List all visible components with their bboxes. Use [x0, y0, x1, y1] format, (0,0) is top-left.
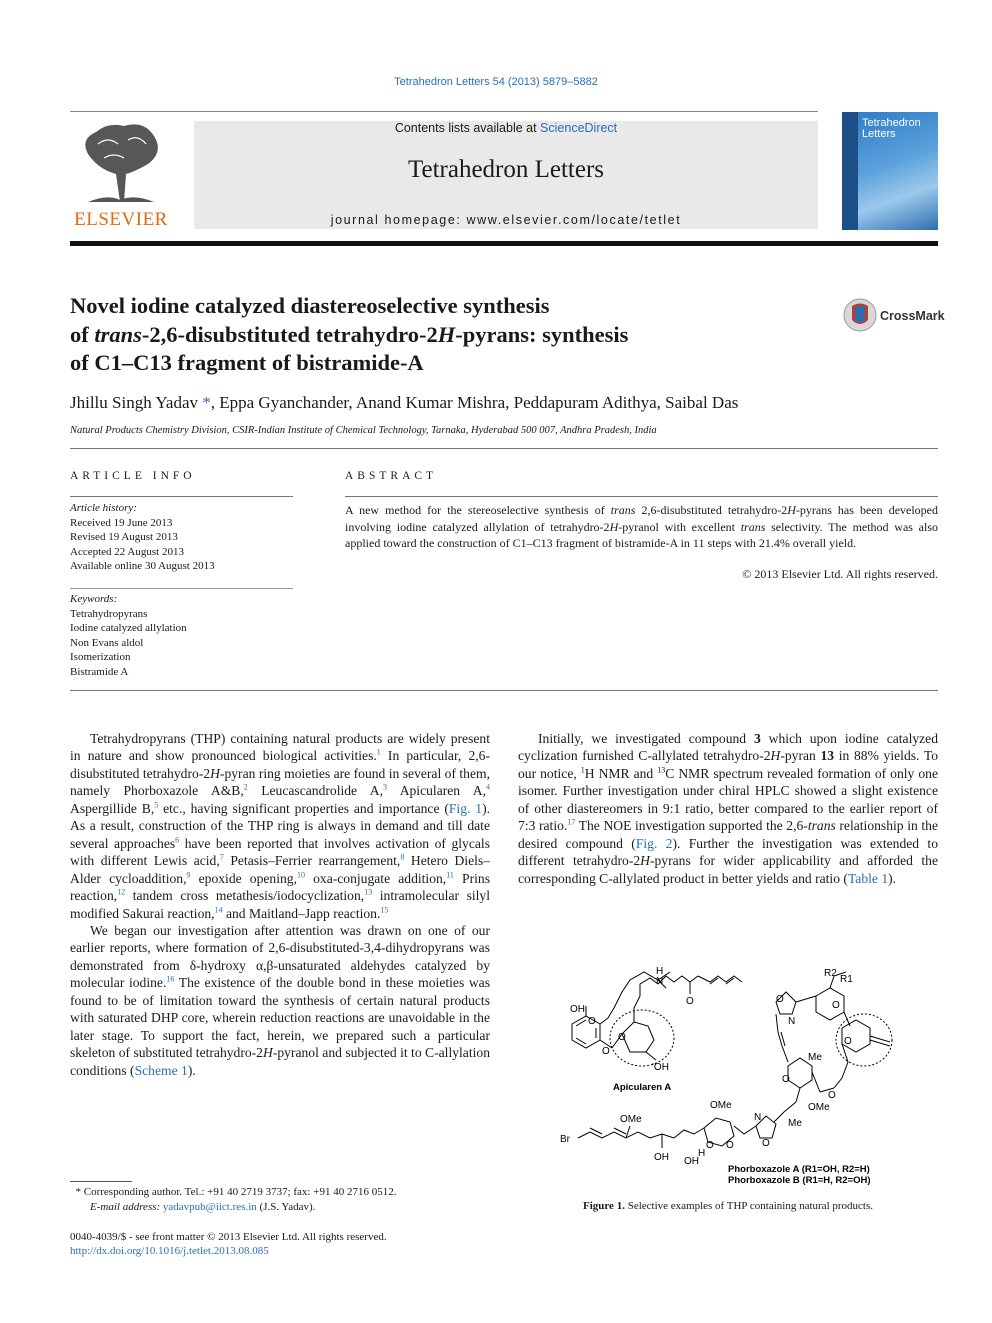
journal-homepage — [194, 213, 818, 227]
atom-label: Br — [560, 1134, 570, 1145]
text-seg: H — [210, 765, 220, 781]
text-seg: Leucascandrolide A, — [247, 783, 383, 799]
keywords-rule — [70, 588, 293, 589]
abstract-seg: -pyrans has been developed involving iodine catalyzed allylation of tetrahydro-2 — [345, 503, 939, 534]
ref-link[interactable]: 4 — [486, 782, 490, 792]
keyword: Tetrahydropyrans — [70, 607, 148, 620]
compound-number: 3 — [754, 731, 761, 746]
footnote-rule — [70, 1181, 132, 1182]
atom-label: O — [762, 1138, 770, 1149]
atom-label: R2 — [824, 968, 837, 979]
ref-link[interactable]: 8 — [400, 852, 405, 862]
ref-link[interactable]: 1 — [376, 747, 381, 757]
abstract-seg: A new method for the stereoselective synthesis of — [345, 503, 611, 517]
ref-link[interactable]: 15 — [380, 905, 389, 914]
atom-label: N — [788, 1016, 796, 1027]
other-authors: , Eppa Gyanchander, Anand Kumar Mishra, Peddapuram Adithya, Saibal Das — [210, 393, 739, 412]
abstract-text — [345, 502, 938, 552]
corresponding-author-footnote — [70, 1185, 490, 1215]
text-seg: -pyran ring moieties are found in several of them, namely Phorboxazole A&B, — [70, 765, 490, 799]
text-seg: H NMR and — [584, 765, 658, 781]
atom-label: OH — [684, 1156, 699, 1167]
keywords-label: Keywords: — [70, 593, 118, 605]
affiliation-rule — [70, 448, 938, 449]
atom-label: Me — [808, 1052, 822, 1063]
header-top-rule — [70, 111, 818, 112]
body-column-right — [518, 730, 938, 887]
ref-link[interactable]: 11 — [446, 870, 454, 880]
issn-line: 0040-4039/$ - see front matter © 2013 Elsevier Ltd. All rights reserved. — [70, 1231, 387, 1243]
figure-link[interactable]: Fig. 1 — [448, 800, 483, 816]
atom-label: O — [832, 1000, 840, 1011]
atom-label: OMe — [710, 1100, 732, 1111]
crossmark-icon[interactable] — [843, 298, 877, 332]
keywords-block — [70, 592, 300, 679]
title-l2-trans: trans — [94, 321, 142, 347]
ref-link[interactable]: 10 — [296, 870, 305, 880]
phorboxazole-a-label: Phorboxazole A (R1=OH, R2=H) — [728, 1164, 870, 1175]
accepted-date: Accepted 22 August 2013 — [70, 545, 184, 558]
email-link[interactable]: yadavpub@iict.res.in — [162, 1201, 257, 1213]
abstract-seg: trans — [740, 519, 766, 534]
paragraph — [518, 730, 938, 887]
text-seg: -pyrans for wider applicability and afforded the corresponding C-allylated product in better yields and ratio ( — [518, 853, 939, 886]
article-info-rule — [70, 496, 293, 497]
keyword: Isomerization — [70, 651, 131, 663]
atom-label: OH — [570, 1004, 585, 1015]
text-seg: Hetero Diels–Alder cycloaddition, — [70, 853, 490, 886]
footnote-star: * — [75, 1186, 81, 1198]
atom-label: N — [656, 976, 664, 987]
text-seg: ). — [888, 870, 897, 886]
text-seg: C NMR spectrum revealed formation of only one isomer. Further investigation under chiral HPLC showed a slight existence of other diastereomers in 9:1 ratio, better compared to the earlier report of 7:3 ratio. — [518, 765, 938, 834]
text-seg: have been reported that involves activation of glycals with different Lewis acid, — [70, 835, 490, 869]
text-seg: intramolecular silyl modified Sakurai reaction, — [70, 888, 490, 921]
paragraph — [70, 730, 490, 922]
atom-label: N — [754, 1112, 762, 1123]
atom-label: 'OH — [652, 1062, 669, 1073]
table-link[interactable]: Table 1 — [847, 870, 889, 886]
text-seg: -pyranol and subjected it to C-allylation conditions ( — [70, 1045, 490, 1078]
ref-link[interactable]: 14 — [214, 905, 223, 914]
atom-label: O — [782, 1074, 790, 1085]
text-seg: H — [262, 1045, 273, 1061]
abstract-seg: trans — [610, 503, 636, 517]
footnote-line — [70, 1185, 490, 1200]
header-thick-rule — [70, 241, 938, 246]
keyword: Iodine catalyzed allylation — [70, 622, 187, 634]
figure-caption-text: Selective examples of THP containing natural products. — [624, 1200, 874, 1212]
text-seg: The NOE investigation supported the 2,6- — [575, 818, 808, 834]
text-seg: which upon iodine catalyzed cyclization furnished C-allylated tetrahydro-2 — [518, 731, 939, 764]
homepage-prefix: journal homepage: — [330, 213, 467, 227]
atom-label: Me — [788, 1118, 802, 1129]
crossmark-label[interactable]: CrossMark — [880, 309, 945, 323]
atom-label: O — [618, 1032, 626, 1043]
footnote-text: Corresponding author. Tel.: +91 40 2719 3737; fax: +91 40 2716 0512. — [81, 1186, 397, 1198]
text-seg: H — [640, 853, 650, 869]
text-seg: Apicularen A, — [387, 783, 486, 799]
title-line-3: of C1–C13 fragment of bistramide-A — [70, 350, 424, 375]
author-list — [70, 393, 930, 413]
atom-label: O — [706, 1140, 714, 1151]
author-1[interactable]: Jhillu Singh Yadav — [70, 393, 198, 412]
article-info-heading: ARTICLE INFO — [70, 470, 196, 482]
ref-link[interactable]: 13 — [364, 887, 373, 897]
ref-link[interactable]: 16 — [166, 974, 175, 984]
abstract-seg: -pyranol with excellent — [618, 519, 741, 534]
text-seg: trans — [807, 818, 836, 834]
history-label: Article history: — [70, 502, 137, 514]
atom-label: OH — [654, 1152, 669, 1163]
text-seg: The existence of the double bond in these moieties was found to be of limitation toward the synthesis of certain natural products with saturated DHP core, wherein reduction reactions are unavoidable in the later stage. To support the fact, herein, we prepared such a particular skeleton of substituted tetrahydro-2 — [70, 975, 491, 1061]
abstract-seg: selectivity. The method was also applied toward the construction of C1–C13 fragment of bistramide-A in 11 steps with 21.4% overall yield. — [345, 519, 939, 550]
text-seg: In particular, 2,6-disubstituted tetrahydro-2 — [70, 748, 490, 781]
email-suffix: (J.S. Yadav). — [256, 1201, 316, 1213]
text-seg: We began our investigation after attention was drawn on one of our earlier reports, where formation of 2,6-disubstituted-3,4-dihydropyrans was demonstrated from δ-hydroxy α,β-unsaturated aldehydes catalyzed by molecular iodine. — [70, 922, 490, 991]
keyword: Non Evans aldol — [70, 636, 144, 649]
ref-link[interactable]: 3 — [383, 782, 387, 792]
text-seg: -pyran — [780, 748, 821, 764]
figure-caption-label: Figure 1. — [582, 1200, 625, 1212]
text-seg: Aspergillide B, — [70, 800, 155, 816]
compound-number: 13 — [820, 748, 835, 764]
title-l2-h: H — [437, 321, 456, 347]
isotope-mark: 1 — [580, 765, 585, 775]
apicularen-label: Apicularen A — [613, 1082, 672, 1093]
revised-date: Revised 19 August 2013 — [70, 531, 178, 543]
text-seg: in 88% yields. To our notice, — [518, 748, 938, 781]
text-seg: epoxide opening, — [190, 870, 297, 886]
elsevier-wordmark: ELSEVIER — [74, 209, 168, 230]
atom-label: O — [844, 1036, 852, 1047]
text-seg: Initially, we investigated compound — [538, 731, 754, 746]
article-title — [70, 292, 810, 378]
abstract-seg: 2,6-disubstituted tetrahydro-2 — [635, 503, 788, 517]
keyword: Bistramide A — [70, 665, 129, 678]
text-seg: tandem cross metathesis/iodocyclization, — [125, 888, 365, 904]
title-l2-mid: -2,6-disubstituted tetrahydro-2 — [141, 321, 438, 347]
contents-line — [194, 121, 818, 135]
atom-label: H — [656, 966, 664, 977]
issn-block — [70, 1230, 490, 1258]
affiliation: Natural Products Chemistry Division, CSIR-Indian Institute of Chemical Technology, Tarnaka, Hyderabad 500 007, Andhra Pradesh, India — [70, 425, 657, 436]
received-date: Received 19 June 2013 — [70, 516, 173, 529]
ref-link[interactable]: 6 — [175, 835, 180, 845]
paragraph — [70, 922, 490, 1079]
phorboxazole-pyran-top — [816, 988, 844, 1020]
text-seg: H — [770, 748, 781, 764]
abstract-rule — [345, 496, 938, 497]
journal-cover-title — [862, 118, 936, 140]
atom-label: R1 — [840, 974, 853, 985]
text-seg: and Maitland–Japp reaction. — [222, 905, 381, 921]
text-seg: relationship in the desired compound ( — [518, 818, 938, 851]
text-seg: Tetrahydropyrans (THP) containing natural products are widely present in nature and show pronounced biological activities. — [70, 731, 490, 764]
text-seg: ). Further the investigation was extended to different tetrahydro-2 — [518, 835, 938, 869]
journal-cover-strip — [842, 112, 858, 230]
title-line-1: Novel iodine catalyzed diastereoselective synthesis — [70, 293, 550, 318]
ref-link[interactable]: 17 — [567, 817, 576, 827]
abstract-seg: H — [787, 503, 796, 517]
atom-label: OMe — [620, 1114, 642, 1125]
journal-citation[interactable]: Tetrahedron Letters 54 (2013) 5879–5882 — [394, 76, 598, 88]
figure-1-structures — [550, 962, 920, 1194]
figure-link[interactable]: Fig. 2 — [635, 835, 673, 851]
title-line-2 — [70, 321, 810, 350]
ref-link[interactable]: 5 — [154, 800, 159, 810]
atom-label: O — [602, 1046, 610, 1057]
doi-link[interactable]: http://dx.doi.org/10.1016/j.tetlet.2013.08.085 — [70, 1245, 269, 1257]
sciencedirect-link[interactable]: ScienceDirect — [540, 121, 618, 135]
isotope-mark: 13 — [657, 765, 666, 775]
text-seg: Petasis–Ferrier rearrangement, — [223, 853, 401, 869]
email-label: E-mail address: — [90, 1201, 163, 1213]
text-seg: oxa-conjugate addition, — [304, 870, 447, 886]
ref-link[interactable]: 12 — [117, 887, 126, 897]
ref-link[interactable]: 2 — [243, 782, 248, 792]
apicularen-pyran-ring — [622, 1022, 654, 1052]
atom-label: O — [776, 994, 784, 1005]
online-date: Available online 30 August 2013 — [70, 560, 215, 572]
figure-1-caption — [518, 1200, 938, 1212]
text-seg: ). — [187, 1062, 196, 1078]
cover-title-line2: Letters — [862, 128, 896, 140]
journal-name: Tetrahedron Letters — [407, 156, 605, 183]
corresponding-author-mark[interactable]: * — [198, 393, 211, 412]
phorboxazole-b-label: Phorboxazole B (R1=H, R2=OH) — [728, 1175, 871, 1186]
atom-label: O — [588, 1016, 596, 1027]
text-seg: Prins reaction, — [70, 870, 490, 904]
atom-label: OMe — [808, 1102, 830, 1113]
homepage-url[interactable]: www.elsevier.com/locate/tetlet — [466, 213, 682, 227]
title-l2-post: -pyrans: synthesis — [455, 321, 629, 347]
text-seg: ). As a result, construction of the THP ring is always in demand and till date several approaches — [70, 800, 490, 851]
scheme-link[interactable]: Scheme 1 — [134, 1062, 188, 1078]
ref-link[interactable]: 9 — [186, 870, 191, 880]
abstract-heading: ABSTRACT — [345, 470, 438, 482]
abstract-seg: H — [609, 519, 619, 534]
text-seg: etc., having significant properties and importance ( — [158, 800, 449, 816]
footnote-line — [70, 1200, 490, 1215]
title-l2-pre: of — [70, 321, 95, 347]
body-column-left — [70, 730, 490, 1079]
atom-label: H — [698, 1148, 706, 1159]
ref-link[interactable]: 7 — [219, 852, 224, 862]
front-matter-end-rule — [70, 690, 938, 691]
atom-label: O — [828, 1090, 836, 1101]
contents-prefix: Contents lists available at — [394, 121, 541, 135]
article-history — [70, 501, 300, 574]
atom-label: O — [726, 1140, 734, 1151]
atom-label: O — [686, 996, 694, 1007]
abstract-copyright: © 2013 Elsevier Ltd. All rights reserved. — [742, 567, 938, 581]
cover-title-line1: Tetrahedron — [862, 117, 921, 129]
